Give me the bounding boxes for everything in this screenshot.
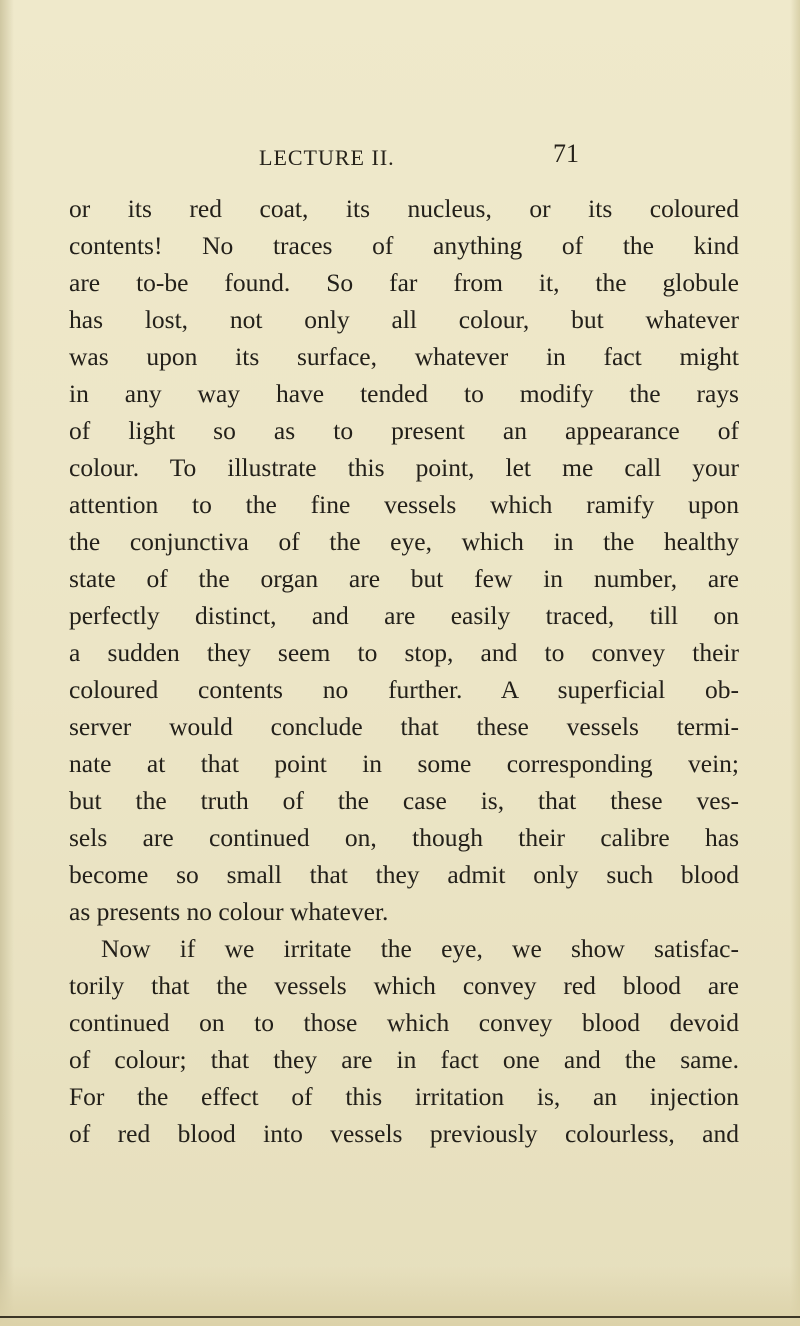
text-line: state of the organ are but few in number, are xyxy=(69,564,739,593)
text-line: of light so as to present an appearance of xyxy=(69,416,739,445)
text-line: perfectly distinct, and are easily traced, till on xyxy=(69,601,739,630)
text-line: sels are continued on, though their calibre has xyxy=(69,823,739,852)
page-gutter-shadow xyxy=(0,0,14,1326)
text-line: nate at that point in some corresponding vein; xyxy=(69,749,739,778)
text-line: torily that the vessels which convey red blood are xyxy=(69,971,739,1000)
text-line: of red blood into vessels previously colourless, and xyxy=(69,1119,739,1148)
text-line: For the effect of this irritation is, an injection xyxy=(69,1082,739,1111)
text-line-paragraph-end: as presents no colour whatever. xyxy=(69,897,389,926)
body-text xyxy=(69,190,739,1152)
text-line: server would conclude that these vessels termi- xyxy=(69,712,739,741)
text-line: in any way have tended to modify the rays xyxy=(69,379,739,408)
text-line: colour. To illustrate this point, let me call your xyxy=(69,453,739,482)
text-line: was upon its surface, whatever in fact might xyxy=(69,342,739,371)
text-line: contents! No traces of anything of the kind xyxy=(69,231,739,260)
page-number: 71 xyxy=(553,139,579,168)
text-line: become so small that they admit only such blood xyxy=(69,860,739,889)
text-line: of colour; that they are in fact one and the same. xyxy=(69,1045,739,1074)
page-bottom-rule xyxy=(0,1316,800,1318)
text-line: a sudden they seem to stop, and to convey their xyxy=(69,638,739,667)
text-line: continued on to those which convey blood devoid xyxy=(69,1008,739,1037)
running-title: LECTURE II. xyxy=(259,145,395,170)
text-line-paragraph-start: Now if we irritate the eye, we show satisfac- xyxy=(101,934,739,963)
text-line: the conjunctiva of the eye, which in the healthy xyxy=(69,527,739,556)
text-line: attention to the fine vessels which ramify upon xyxy=(69,490,739,519)
text-line: or its red coat, its nucleus, or its coloured xyxy=(69,194,739,223)
text-line: has lost, not only all colour, but whatever xyxy=(69,305,739,334)
text-line: coloured contents no further. A superficial ob- xyxy=(69,675,739,704)
page-edge xyxy=(790,0,800,1326)
text-line: are to-be found. So far from it, the globule xyxy=(69,268,739,297)
text-line: but the truth of the case is, that these ves- xyxy=(69,786,739,815)
